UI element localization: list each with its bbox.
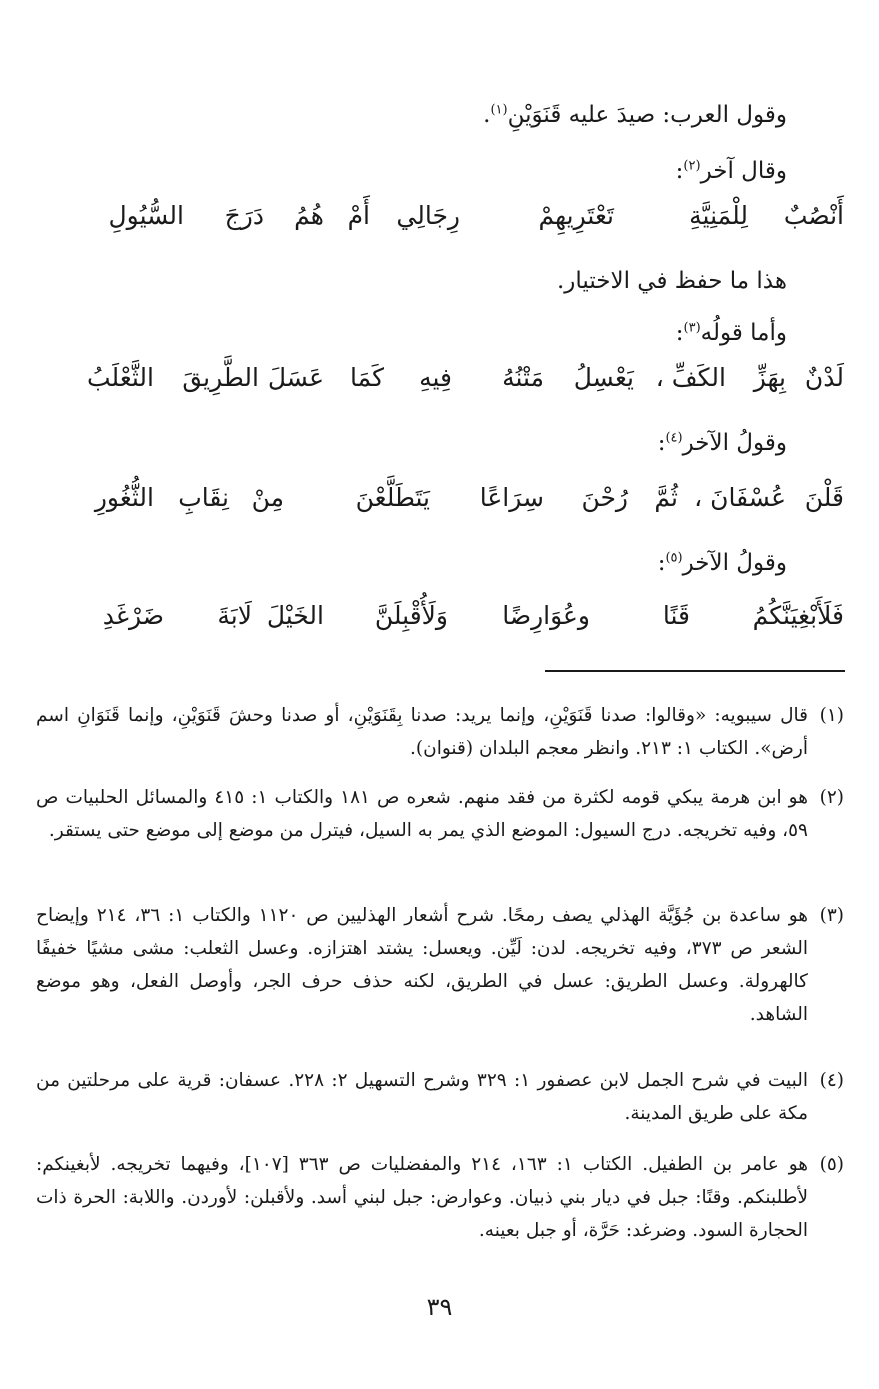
verse-word: يَتَطَلَّعْنَ [355, 483, 430, 512]
footnote-4 [36, 1064, 844, 1130]
footnote-reference: (١) [490, 102, 508, 118]
punctuation: . [483, 102, 491, 128]
prose-line-3 [557, 266, 787, 296]
footnote-text: هو عامر بن الطفيل. الكتاب ١: ١٦٣، ٢١٤ والمفضليات ص ٣٦٣ [١٠٧]، وفيهما تخريجه. لأبغينكم: لأطلبنكم. وقنًا: جبل في ديار بني ذبيان. وعوارض: جبل لبني أسد. ولأقبلن: لأوردن. واللابة: الحرة ذات الحجارة السود. وضرغد: حَرَّة، أو جبل بعينه. [36, 1154, 809, 1241]
verse-word: عَسَلَ [267, 363, 324, 392]
verse-word: فَلَأَبْغِيَنَّكُمُ [752, 601, 844, 630]
verse-word: رُحْنَ [581, 483, 628, 512]
footnote-text: البيت في شرح الجمل لابن عصفور ١: ٣٢٩ وشرح التسهيل ٢: ٢٢٨. عسفان: قرية على مرحلتين من مكة على طريق المدينة. [36, 1070, 808, 1124]
verse-line-3 [36, 478, 844, 518]
page-number: ٣٩ [426, 1293, 453, 1321]
verse-word: ثُمَّ [654, 483, 678, 512]
verse-word: قَنًا [662, 601, 690, 630]
verse-word: الكَفِّ ، [655, 363, 726, 392]
verse-word: تَعْتَرِيهِمْ [538, 201, 614, 230]
verse-word: نِقَابِ [178, 483, 229, 512]
verse-word: فِيهِ [419, 363, 452, 392]
verse-word: وعُوَارِضًا [502, 601, 590, 630]
verse-word: لَدْنٌ [804, 363, 844, 392]
punctuation: : [675, 158, 684, 184]
verse-word: أَنْصُبٌ [783, 201, 844, 230]
verse-word: السُّيُولِ [108, 201, 184, 230]
verse-word: يَعْسِلُ [573, 363, 634, 392]
footnote-text: هو ابن هرمة يبكي قومه لكثرة من فقد منهم. شعره ص ١٨١ والكتاب ١: ٤١٥ والمسائل الحلبيات ص ٥٩، وفيه تخريجه. درج السيول: الموضع الذي يمر به السيل، فيترل من موضع إلى موضع حتى يستقر. [36, 787, 808, 841]
prose-text: وقولُ الآخر [682, 430, 787, 456]
punctuation: : [657, 550, 666, 576]
footnote-reference: (٣) [683, 320, 701, 336]
prose-line-5 [658, 428, 787, 458]
verse-word: الطَّرِيقَ [182, 363, 259, 392]
footnote-reference: (٥) [665, 550, 683, 566]
footnote-5 [36, 1148, 844, 1247]
prose-text: وقال آخر [700, 158, 787, 184]
verse-word: عُسْفَانَ ، [694, 483, 786, 512]
verse-word: لِلْمَنِيَّةِ [689, 201, 748, 230]
footnote-2 [36, 781, 844, 847]
footnote-reference: (٢) [683, 158, 701, 174]
verse-word: سِرَاعًا [479, 483, 544, 512]
footnote-text: هو ساعدة بن جُؤَيَّة الهذلي يصف رمحًا. شرح أشعار الهذليين ص ١١٢٠ والكتاب ١: ٣٦، ٢١٤ وإيضاح الشعر ص ٣٧٣، وفيه تخريجه. لدن: لَيِّن. ويعسل: يشتد اهتزازه. وعسل الثعلب: مشى مشيًا خفيفًا كالهرولة. وعسل الطريق: عسل في الطريق، لكنه حذف حرف الجر، وأوصل الفعل، وهو موضع الشاهد. [36, 905, 809, 1025]
prose-line-6 [658, 548, 787, 578]
prose-line-4 [676, 318, 787, 348]
verse-line-1 [36, 196, 844, 236]
verse-word: الثُّغُورِ [94, 483, 154, 512]
prose-line-1 [483, 100, 787, 130]
verse-line-4 [36, 596, 844, 636]
footnote-divider [545, 670, 845, 672]
footnote-number: (٣) [819, 905, 844, 926]
verse-word: دَرَجَ [224, 201, 264, 230]
verse-line-2 [36, 358, 844, 398]
verse-word: أَمْ [347, 201, 370, 230]
footnote-number: (٢) [819, 787, 844, 808]
prose-text: هذا ما حفظ في الاختيار. [556, 268, 787, 294]
verse-word: بِهَزِّ [753, 363, 786, 392]
verse-word: الخَيْلَ [266, 601, 324, 630]
punctuation: : [675, 320, 684, 346]
punctuation: : [657, 430, 666, 456]
verse-word: لَابَةَ [217, 601, 252, 630]
verse-word: هُمُ [294, 201, 324, 230]
footnote-number: (١) [819, 705, 844, 726]
verse-word: قَلْنَ [804, 483, 844, 512]
prose-text: وقول العرب: صيدَ عليه قَنَوَيْنِ [507, 102, 787, 128]
prose-line-2 [676, 156, 787, 186]
verse-word: وَلَأُقْبِلَنَّ [374, 601, 448, 630]
footnote-number: (٤) [819, 1070, 844, 1091]
footnote-reference: (٤) [665, 430, 683, 446]
verse-word: مِنْ [251, 483, 284, 512]
footnote-1 [36, 699, 844, 765]
footnote-3 [36, 899, 844, 1031]
verse-word: الثَّعْلَبُ [87, 363, 154, 392]
prose-text: وقولُ الآخر [682, 550, 787, 576]
footnote-number: (٥) [819, 1154, 844, 1175]
verse-word: رِجَالِي [396, 201, 460, 230]
verse-word: مَتْنُهُ [502, 363, 544, 392]
footnote-text: قال سيبويه: «وقالوا: صدنا قَنَوَيْنِ، وإنما يريد: صدنا بِقَنَوَيْنِ، أو صدنا وحشَ قَنَوَيْنِ، وإنما قَنَوَانِ اسم أرض». الكتاب ١: ٢١٣. وانظر معجم البلدان (قنوان). [36, 705, 808, 759]
verse-word: كَمَا [350, 363, 384, 392]
verse-word: ضَرْغَدِ [102, 601, 164, 630]
prose-text: وأما قولُه [700, 320, 787, 346]
